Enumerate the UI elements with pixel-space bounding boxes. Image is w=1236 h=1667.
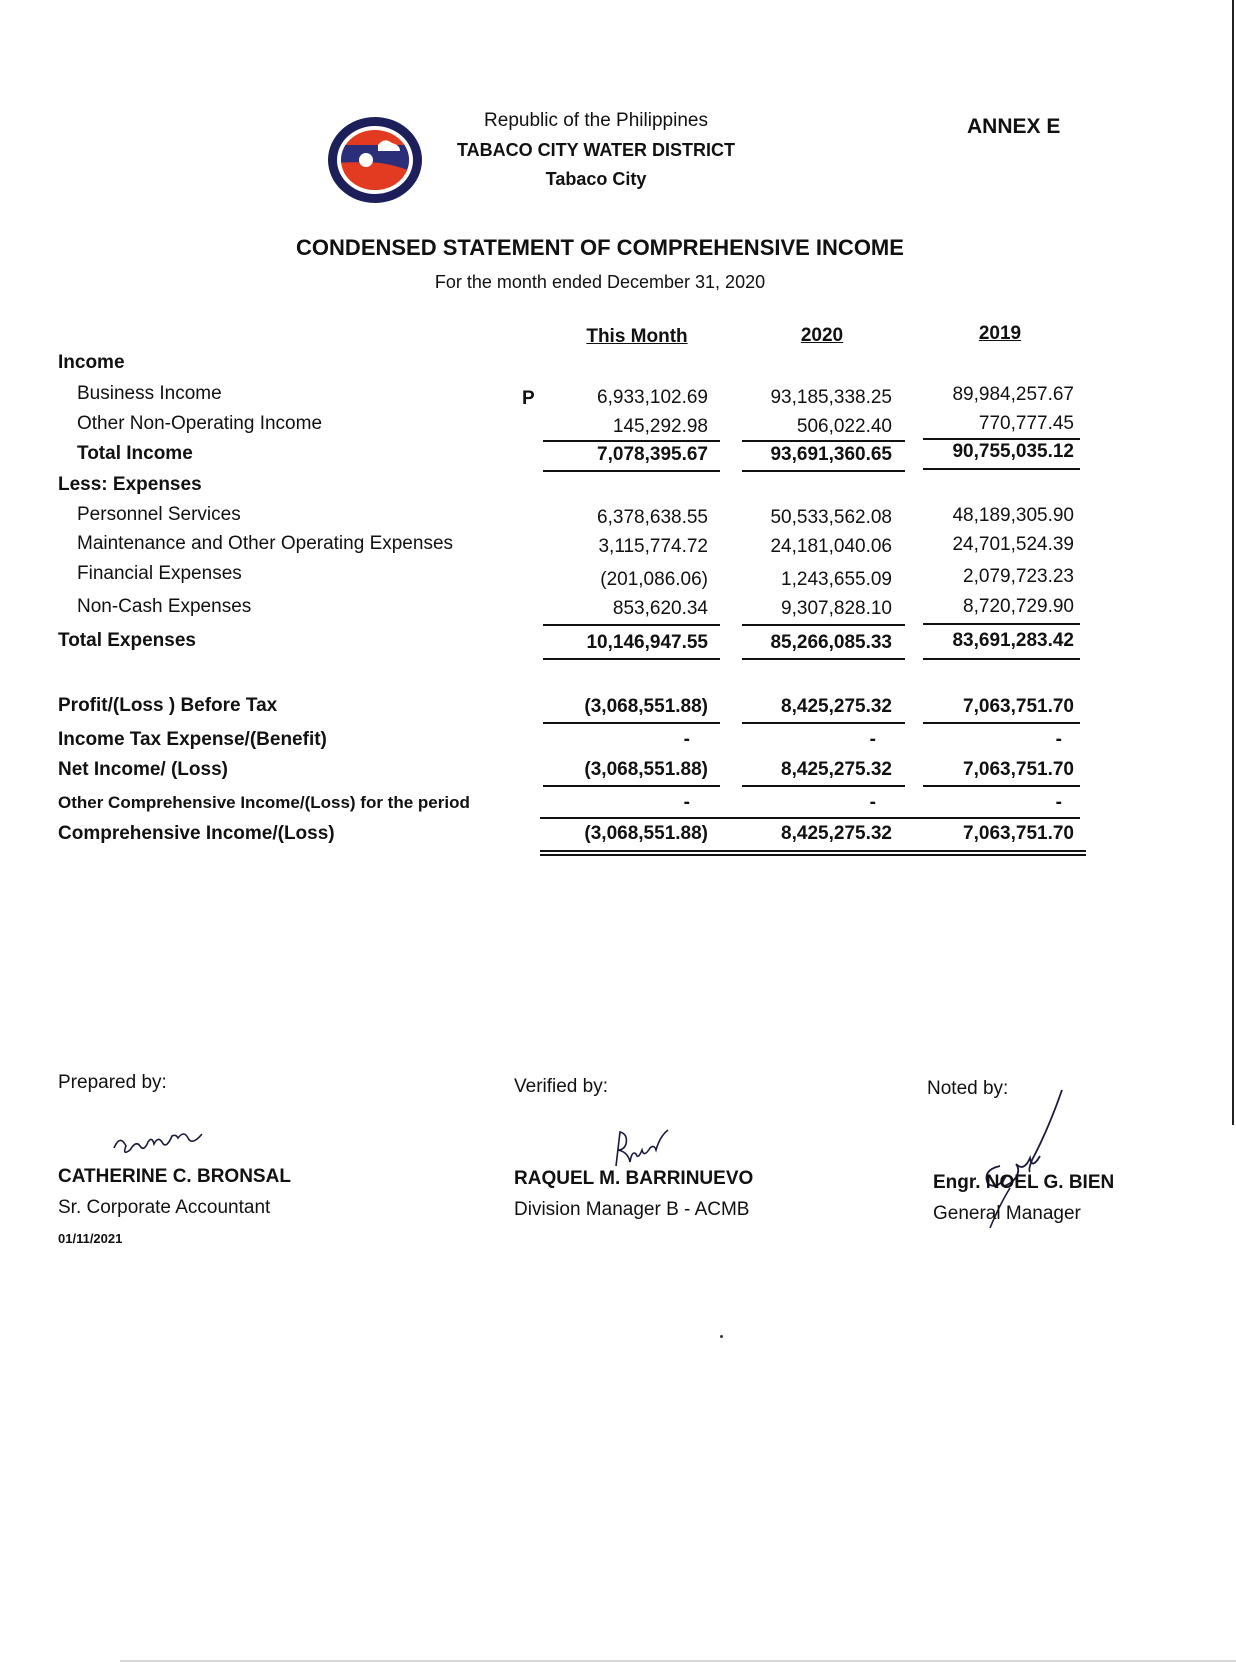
value-financial-month: (201,086.06) xyxy=(600,569,708,590)
signature-barrinuevo-icon xyxy=(610,1126,680,1170)
label-financial-expenses: Financial Expenses xyxy=(77,563,242,584)
value-oci-2020: - xyxy=(869,792,876,813)
column-this-month: This Month xyxy=(586,326,688,347)
value-tax-2020: - xyxy=(869,729,876,750)
annex-label: ANNEX E xyxy=(967,115,1061,138)
header-district: TABACO CITY WATER DISTRICT xyxy=(457,140,735,160)
noted-by-caption: Noted by: xyxy=(927,1078,1009,1099)
label-net-income: Net Income/ (Loss) xyxy=(58,759,228,780)
underline xyxy=(923,623,1080,625)
table-row xyxy=(540,696,1080,722)
verified-by-name: RAQUEL M. BARRINUEVO xyxy=(514,1168,754,1189)
value-pbt-2020: 8,425,275.32 xyxy=(781,696,892,717)
header-republic: Republic of the Philippines xyxy=(484,110,708,131)
underline xyxy=(540,817,1080,819)
underline xyxy=(923,785,1080,787)
value-total-income-month: 7,078,395.67 xyxy=(597,444,708,465)
value-ci-month: (3,068,551.88) xyxy=(584,823,708,844)
label-oci: Other Comprehensive Income/(Loss) for the period xyxy=(58,793,470,812)
statement-title: CONDENSED STATEMENT OF COMPREHENSIVE INCOME xyxy=(296,235,904,260)
underline xyxy=(543,440,720,442)
value-onoi-2020: 506,022.40 xyxy=(796,416,892,437)
table-row xyxy=(540,441,1080,470)
underline xyxy=(742,658,905,660)
value-pbt-2019: 7,063,751.70 xyxy=(963,696,1074,717)
value-financial-2020: 1,243,655.09 xyxy=(781,569,892,590)
table-row xyxy=(540,536,1080,562)
value-total-expenses-month: 10,146,947.55 xyxy=(586,632,708,653)
double-underline xyxy=(540,850,1086,856)
prepared-by-position: Sr. Corporate Accountant xyxy=(58,1197,271,1218)
underline xyxy=(742,470,905,472)
label-total-income: Total Income xyxy=(77,443,193,464)
prepared-by-caption: Prepared by: xyxy=(58,1072,167,1093)
table-row xyxy=(540,823,1080,849)
signature-bronsal-icon xyxy=(108,1128,238,1164)
underline xyxy=(543,722,720,724)
value-net-month: (3,068,551.88) xyxy=(584,759,708,780)
table-row xyxy=(540,759,1080,785)
table-row xyxy=(540,729,1080,755)
value-onoi-month: 145,292.98 xyxy=(612,416,708,437)
column-2019: 2019 xyxy=(978,323,1022,344)
prepared-by-name: CATHERINE C. BRONSAL xyxy=(58,1166,291,1187)
value-total-income-2019: 90,755,035.12 xyxy=(952,441,1074,462)
value-total-expenses-2020: 85,266,085.33 xyxy=(770,632,892,653)
underline xyxy=(543,658,720,660)
underline xyxy=(742,624,905,626)
underline xyxy=(543,624,720,626)
value-business-income-2019: 89,984,257.67 xyxy=(952,384,1074,405)
value-mooe-2019: 24,701,524.39 xyxy=(952,534,1074,555)
section-income: Income xyxy=(58,352,125,373)
prepared-date: 01/11/2021 xyxy=(58,1231,123,1246)
value-noncash-2020: 9,307,828.10 xyxy=(781,598,892,619)
value-oci-2019: - xyxy=(1055,792,1062,813)
label-income-tax: Income Tax Expense/(Benefit) xyxy=(58,729,327,750)
value-tax-2019: - xyxy=(1055,729,1062,750)
label-mooe: Maintenance and Other Operating Expenses xyxy=(77,533,454,554)
table-row xyxy=(540,566,1080,595)
noted-by-name: Engr. NOEL G. BIEN xyxy=(933,1172,1115,1193)
value-business-income-2020: 93,185,338.25 xyxy=(770,387,892,408)
value-business-income-month: 6,933,102.69 xyxy=(597,387,708,408)
value-mooe-month: 3,115,774.72 xyxy=(598,536,708,557)
underline xyxy=(742,785,905,787)
label-total-expenses: Total Expenses xyxy=(58,630,196,651)
underline xyxy=(742,722,905,724)
underline xyxy=(923,468,1080,470)
value-ci-2019: 7,063,751.70 xyxy=(963,823,1074,844)
value-mooe-2020: 24,181,040.06 xyxy=(770,536,892,557)
water-district-seal-icon xyxy=(326,115,424,205)
underline xyxy=(742,440,905,442)
label-comprehensive-income: Comprehensive Income/(Loss) xyxy=(58,823,335,844)
table-row xyxy=(540,792,1080,818)
statement-period: For the month ended December 31, 2020 xyxy=(434,272,766,292)
table-row xyxy=(540,384,1080,413)
value-personnel-2019: 48,189,305.90 xyxy=(952,505,1074,526)
label-profit-before-tax: Profit/(Loss ) Before Tax xyxy=(58,695,278,716)
currency-symbol: P xyxy=(522,388,535,409)
underline xyxy=(923,658,1080,660)
underline xyxy=(543,470,720,472)
value-financial-2019: 2,079,723.23 xyxy=(963,566,1074,587)
value-total-income-2020: 93,691,360.65 xyxy=(770,444,892,465)
value-noncash-month: 853,620.34 xyxy=(612,598,708,619)
value-total-expenses-2019: 83,691,283.42 xyxy=(952,630,1074,651)
underline xyxy=(923,438,1080,440)
verified-by-position: Division Manager B - ACMB xyxy=(514,1199,750,1220)
label-business-income: Business Income xyxy=(77,383,222,404)
table-row xyxy=(540,507,1080,533)
underline xyxy=(543,785,720,787)
column-2020: 2020 xyxy=(800,325,844,346)
section-less-expenses: Less: Expenses xyxy=(58,474,202,495)
page-edge-right xyxy=(1232,0,1234,1125)
value-ci-2020: 8,425,275.32 xyxy=(781,823,892,844)
value-net-2019: 7,063,751.70 xyxy=(963,759,1074,780)
underline xyxy=(923,722,1080,724)
value-oci-month: - xyxy=(683,792,690,813)
verified-by-caption: Verified by: xyxy=(514,1076,608,1097)
value-noncash-2019: 8,720,729.90 xyxy=(963,596,1074,617)
table-row xyxy=(540,632,1080,658)
value-onoi-2019: 770,777.45 xyxy=(978,413,1074,434)
table-row xyxy=(540,598,1080,624)
label-personnel-services: Personnel Services xyxy=(77,504,241,525)
value-pbt-month: (3,068,551.88) xyxy=(584,696,708,717)
label-other-non-operating-income: Other Non-Operating Income xyxy=(77,413,323,434)
noted-by-position: General Manager xyxy=(933,1203,1081,1224)
value-personnel-2020: 50,533,562.08 xyxy=(770,507,892,528)
speck xyxy=(720,1335,723,1338)
value-tax-month: - xyxy=(683,729,690,750)
value-personnel-month: 6,378,638.55 xyxy=(597,507,708,528)
value-net-2020: 8,425,275.32 xyxy=(781,759,892,780)
header-city: Tabaco City xyxy=(545,169,647,189)
page-edge-bottom xyxy=(120,1660,1236,1662)
label-non-cash-expenses: Non-Cash Expenses xyxy=(77,596,252,617)
